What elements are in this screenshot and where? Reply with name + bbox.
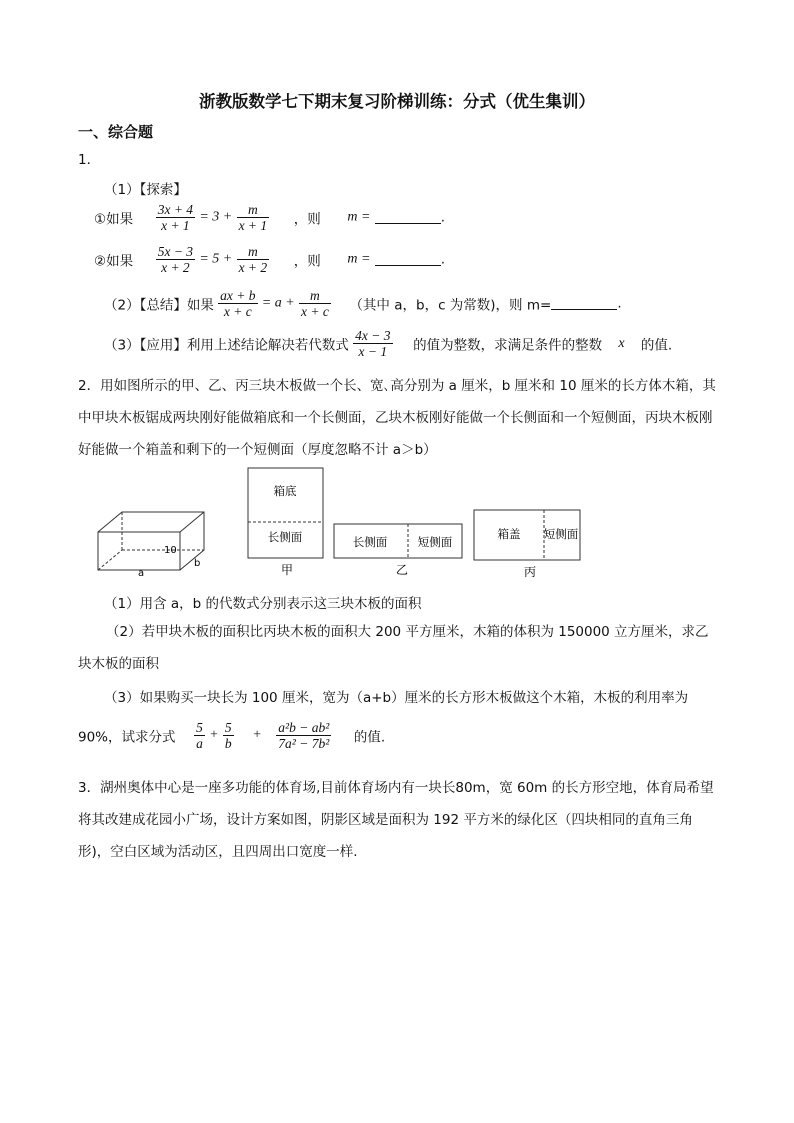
jia-bottom-label: 长侧面 xyxy=(267,530,303,544)
q1-item2: ②如果 $\frac{5x - 3}{x + 2}$ = 5 + $\frac{m}{x + 2}$ ，则 m = . xyxy=(94,244,446,275)
yi-right-label: 短侧面 xyxy=(417,535,453,549)
equals: = a + xyxy=(261,295,295,311)
box-height-label: 10 xyxy=(164,545,177,556)
x-variable: x xyxy=(618,335,625,351)
board-jia xyxy=(248,468,323,558)
q2-sub3-prefix: 90%，试求分式 xyxy=(78,729,176,746)
q2-sub3-line2 xyxy=(78,720,385,751)
box-diagram xyxy=(98,512,204,570)
jia-top-label: 箱底 xyxy=(273,484,297,498)
q1-part3 xyxy=(104,328,672,359)
answer-blank[interactable] xyxy=(375,253,441,266)
fraction: $\frac{4x - 3}{x - 1}$ xyxy=(355,328,391,359)
fraction: $\frac{m}{x + 1}$ xyxy=(238,202,268,233)
plus-sign: + xyxy=(209,727,219,743)
fraction: $\frac{ax + b}{x + c}$ xyxy=(220,288,256,319)
q2-sub1: （1）用含 a，b 的代数式分别表示这三块木板的面积 xyxy=(104,596,422,612)
then-text: ，则 xyxy=(293,253,321,270)
q2-sub2 xyxy=(78,616,718,680)
yi-left-label: 长侧面 xyxy=(352,535,388,549)
q1-part2-tail: （其中 a，b，c 为常数)，则 m= xyxy=(349,297,552,314)
jia-caption: 甲 xyxy=(280,563,294,577)
box-a-label: a xyxy=(138,568,145,579)
q2-sub2-text: （2）若甲块木板的面积比丙块木板的面积大 200 平方厘米，木箱的体积为 150000 立方厘米，求乙块木板的面积 xyxy=(78,624,709,672)
q3-number: 3． xyxy=(78,780,101,796)
fraction: $\frac{m}{x + 2}$ xyxy=(238,244,268,275)
equals: = 3 + xyxy=(199,209,233,225)
plus-sign: + xyxy=(252,727,262,743)
q3-body: 湖州奥体中心是一座多功能的体育场,目前体育场内有一块长80m，宽 60m 的长方形空地，体育局希望将其改建成花园小广场，设计方案如图，阴影区域是面积为 192 平方米的绿化区（四块相同的直角三角形)，空白区域为活动区，且四周出口宽度一样. xyxy=(78,780,714,860)
q2-body: 用如图所示的甲、乙、丙三块木板做一个长、宽､高分别为 a 厘米，b 厘米和 10 厘米的长方体木箱，其中甲块木板锯成两块刚好能做箱底和一个长侧面，乙块木板刚好能做一个长侧面和一个短侧面，丙块木板刚好能做一个箱盖和剩下的一个短侧面（厚度忽略不计 a＞b） xyxy=(78,378,716,458)
fraction: $\frac{5x - 3}{x + 2}$ xyxy=(157,244,194,275)
q2-sub3-tail: 的值. xyxy=(353,729,386,746)
q1-part2-label: （2）【总结】如果 xyxy=(104,297,214,314)
q1-part3-label: （3）【应用】利用上述结论解决若代数式 xyxy=(104,337,349,354)
q2-text xyxy=(78,370,718,466)
then-text: ，则 xyxy=(293,211,321,228)
equals: = 5 + xyxy=(199,251,233,267)
q1-number: 1． xyxy=(78,152,101,168)
answer-blank[interactable] xyxy=(551,297,617,310)
fraction: $\frac{5}{a}$ xyxy=(196,720,203,751)
bing-caption: 丙 xyxy=(523,565,537,579)
q1-part3-end: 的值. xyxy=(640,337,673,354)
fraction: $\frac{\text{a²b − ab²}}{\text{7a² − 7b²}}$ xyxy=(278,720,330,751)
q1-item1-prefix: ①如果 xyxy=(94,211,134,228)
q2-sub3: （3）如果购买一块长为 100 厘米，宽为（a+b）厘米的长方形木板做这个木箱，木板的利用率为 xyxy=(104,690,689,706)
q1-part2: （2）【总结】如果 $\frac{ax + b}{x + c}$ = a + $\frac{m}{x + c}$ （其中 a，b，c 为常数)，则 m= . xyxy=(104,288,622,319)
yi-caption: 乙 xyxy=(395,563,409,577)
fraction: $\frac{3x + 4}{x + 1}$ xyxy=(157,202,194,233)
m-label: m = xyxy=(347,209,371,225)
bing-right-label: 短侧面 xyxy=(543,527,579,541)
q2-number: 2． xyxy=(78,378,101,394)
section-heading: 一、综合题 xyxy=(78,123,154,141)
fraction: $\frac{m}{x + c}$ xyxy=(301,288,329,319)
q1-part3-tail: 的值为整数，求满足条件的整数 xyxy=(413,337,603,354)
q1-item2-prefix: ②如果 xyxy=(94,253,134,270)
q1-item1: ①如果 $\frac{3x + 4}{x + 1}$ = 3 + $\frac{m}{x + 1}$ ，则 m = . xyxy=(94,202,446,233)
box-b-label: b xyxy=(194,558,201,569)
answer-blank[interactable] xyxy=(375,211,441,224)
bing-left-label: 箱盖 xyxy=(497,527,521,541)
q1-part1-label: （1）【探索】 xyxy=(104,182,187,198)
wooden-boards-figure xyxy=(90,462,600,582)
q3-text xyxy=(78,772,718,868)
m-label: m = xyxy=(347,251,371,267)
page-title: 浙教版数学七下期末复习阶梯训练：分式（优生集训） xyxy=(199,92,595,111)
fraction: $\frac{5}{b}$ xyxy=(224,720,232,751)
